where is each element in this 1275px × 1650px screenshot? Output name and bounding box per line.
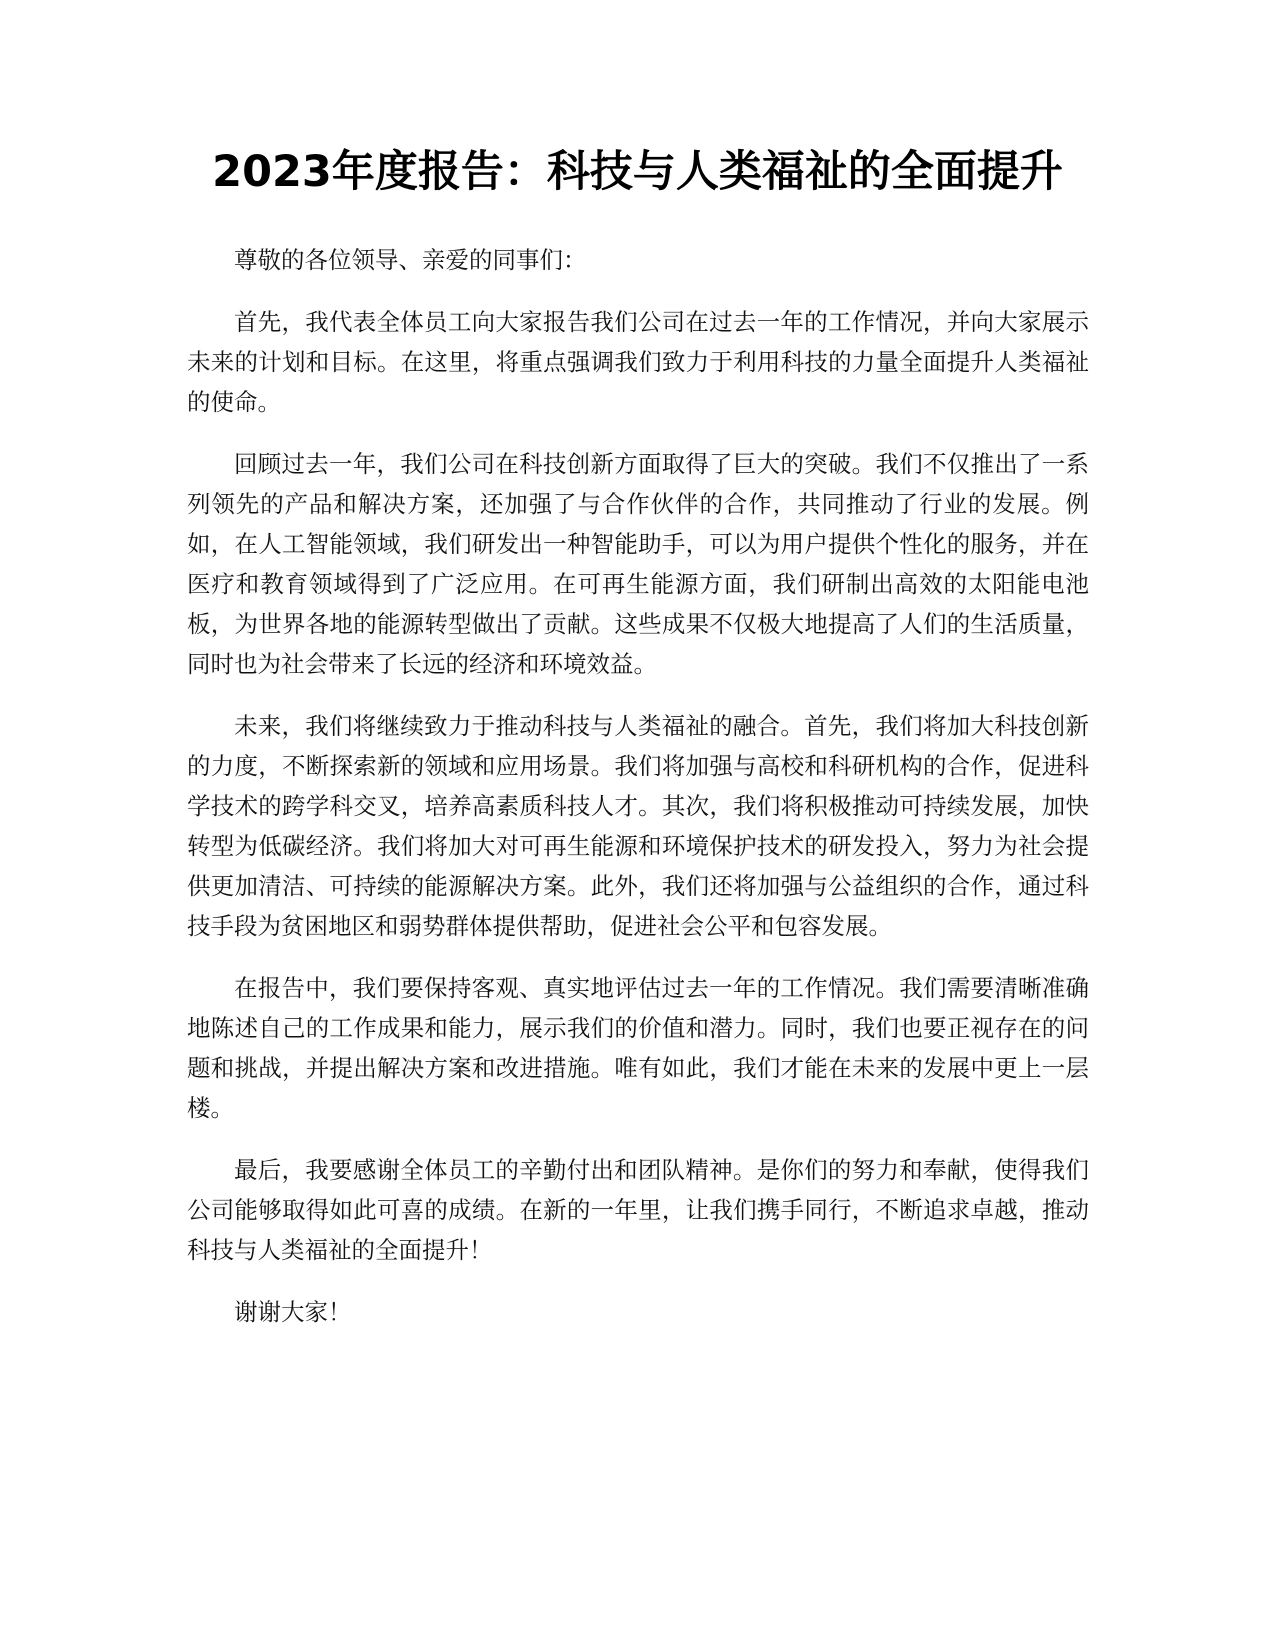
future-plans-paragraph: 未来，我们将继续致力于推动科技与人类福祉的融合。首先，我们将加大科技创新的力度，不断探索新的领域和应用场景。我们将加强与高校和科研机构的合作，促进科学技术的跨学科交叉，培养高素质科技人才。其次，我们将积极推动可持续发展，加快转型为低碳经济。我们将加大对可再生能源和环境保护技术的研发投入，努力为社会提供更加清洁、可持续的能源解决方案。此外，我们还将加强与公益组织的合作，通过科技手段为贫困地区和弱势群体提供帮助，促进社会公平和包容发展。 — [187, 712, 1089, 940]
review-paragraph: 回顾过去一年，我们公司在科技创新方面取得了巨大的突破。我们不仅推出了一系列领先的产品和解决方案，还加强了与合作伙伴的合作，共同推动了行业的发展。例如，在人工智能领域，我们研发出一种智能助手，可以为用户提供个性化的服务，并在医疗和教育领域得到了广泛应用。在可再生能源方面，我们研制出高效的太阳能电池板，为世界各地的能源转型做出了贡献。这些成果不仅极大地提高了人们的生活质量，同时也为社会带来了长远的经济和环境效益。 — [187, 450, 1089, 678]
thanks-paragraph: 最后，我要感谢全体员工的辛勤付出和团队精神。是你们的努力和奉献，使得我们公司能够取得如此可喜的成绩。在新的一年里，让我们携手同行，不断追求卓越，推动科技与人类福祉的全面提升！ — [187, 1156, 1089, 1264]
greeting-paragraph: 尊敬的各位领导、亲爱的同事们： — [234, 246, 587, 274]
evaluation-paragraph: 在报告中，我们要保持客观、真实地评估过去一年的工作情况。我们需要清晰准确地陈述自己的工作成果和能力，展示我们的价值和潜力。同时，我们也要正视存在的问题和挑战，并提出解决方案和改进措施。唯有如此，我们才能在未来的发展中更上一层楼。 — [187, 974, 1089, 1122]
document-body — [187, 240, 1089, 1354]
page-title: 2023年度报告：科技与人类福祉的全面提升 — [212, 147, 1063, 197]
intro-paragraph: 首先，我代表全体员工向大家报告我们公司在过去一年的工作情况，并向大家展示未来的计划和目标。在这里，将重点强调我们致力于利用科技的力量全面提升人类福祉的使命。 — [187, 308, 1089, 416]
closing-paragraph: 谢谢大家！ — [234, 1298, 352, 1326]
